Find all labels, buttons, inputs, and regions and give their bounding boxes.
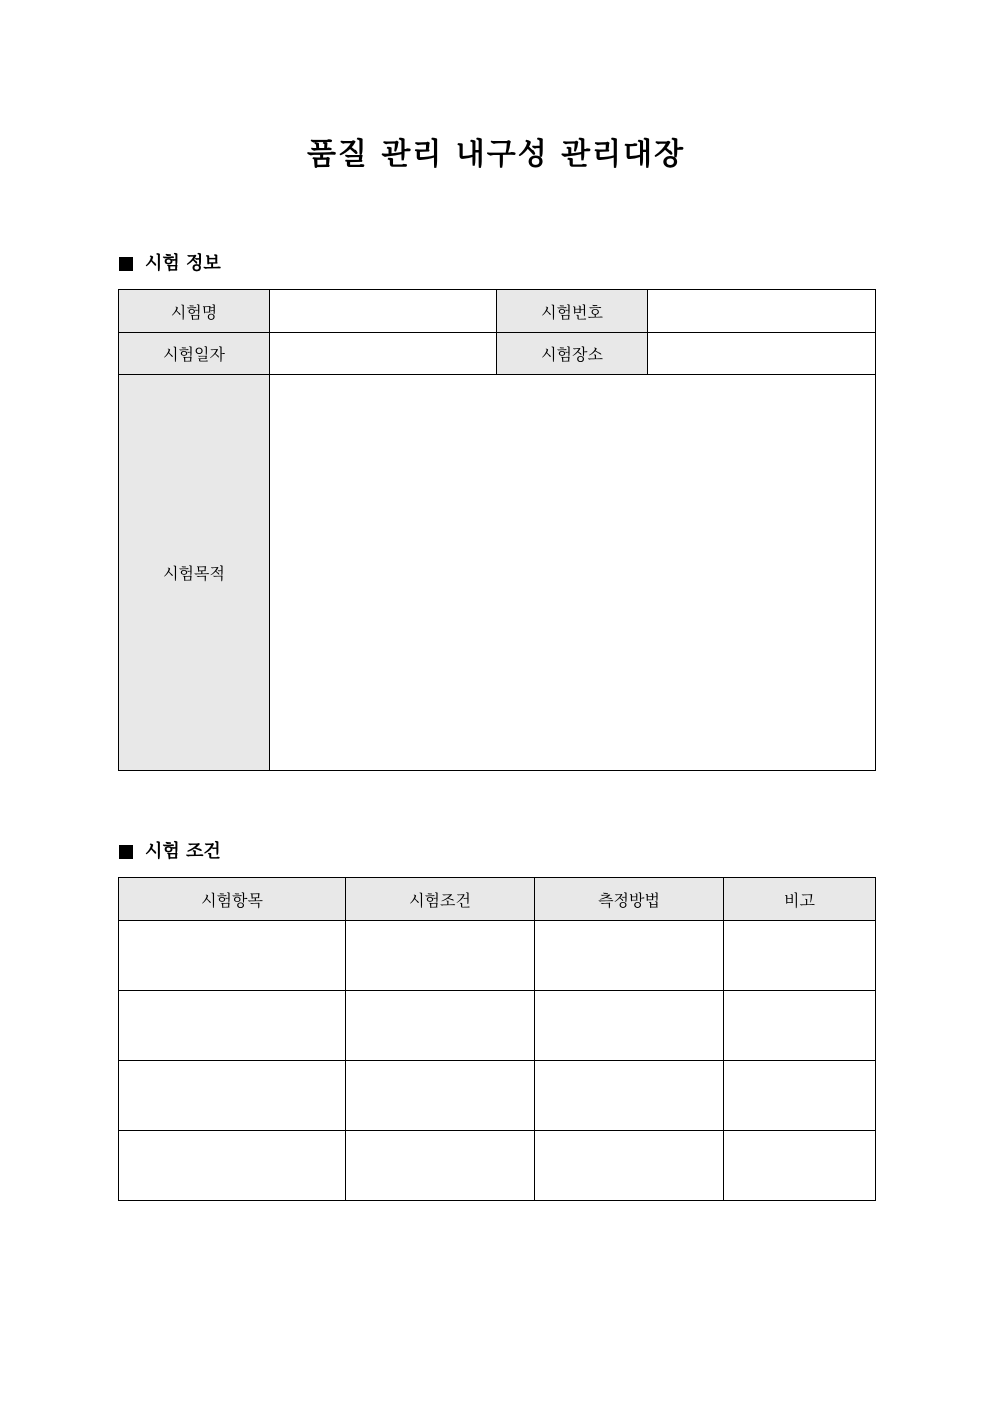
table-row xyxy=(119,1061,876,1131)
label-test-purpose: 시험목적 xyxy=(119,375,270,771)
table-row xyxy=(119,921,876,991)
table-cell[interactable] xyxy=(724,921,876,991)
table-header-row xyxy=(119,878,876,921)
test-conditions-table xyxy=(118,877,876,1201)
column-header-test-item: 시험항목 xyxy=(119,878,346,921)
table-cell[interactable] xyxy=(119,1061,346,1131)
test-name-field[interactable] xyxy=(270,290,497,333)
test-info-table xyxy=(118,289,876,771)
table-cell[interactable] xyxy=(346,921,535,991)
column-header-measurement-method: 측정방법 xyxy=(535,878,724,921)
table-cell[interactable] xyxy=(346,1061,535,1131)
table-row xyxy=(119,1131,876,1201)
table-cell[interactable] xyxy=(346,1131,535,1201)
test-number-field[interactable] xyxy=(648,290,876,333)
table-row xyxy=(119,333,876,375)
section-heading-text: 시험 조건 xyxy=(145,841,221,862)
test-place-field[interactable] xyxy=(648,333,876,375)
test-date-field[interactable] xyxy=(270,333,497,375)
table-cell[interactable] xyxy=(119,991,346,1061)
square-bullet-icon xyxy=(119,845,133,859)
table-cell[interactable] xyxy=(724,1131,876,1201)
table-cell[interactable] xyxy=(724,991,876,1061)
table-cell[interactable] xyxy=(535,1131,724,1201)
table-cell[interactable] xyxy=(119,1131,346,1201)
table-cell[interactable] xyxy=(535,991,724,1061)
section-heading-test-conditions xyxy=(119,840,221,864)
table-row xyxy=(119,991,876,1061)
section-heading-text: 시험 정보 xyxy=(145,253,221,274)
table-cell[interactable] xyxy=(535,921,724,991)
label-test-name: 시험명 xyxy=(119,290,270,333)
document-title: 품질 관리 내구성 관리대장 xyxy=(306,137,686,172)
test-purpose-field[interactable] xyxy=(270,375,876,771)
table-cell[interactable] xyxy=(346,991,535,1061)
label-test-place: 시험장소 xyxy=(497,333,648,375)
column-header-test-condition: 시험조건 xyxy=(346,878,535,921)
section-heading-test-info xyxy=(119,252,221,276)
table-row xyxy=(119,375,876,771)
table-cell[interactable] xyxy=(119,921,346,991)
table-row xyxy=(119,290,876,333)
square-bullet-icon xyxy=(119,257,133,271)
label-test-number: 시험번호 xyxy=(497,290,648,333)
column-header-remarks: 비고 xyxy=(724,878,876,921)
label-test-date: 시험일자 xyxy=(119,333,270,375)
table-cell[interactable] xyxy=(535,1061,724,1131)
table-cell[interactable] xyxy=(724,1061,876,1131)
